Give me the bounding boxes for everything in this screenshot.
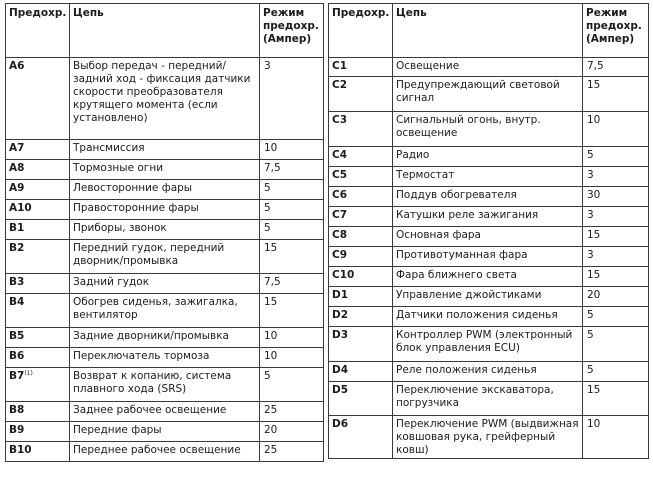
table-row (329, 77, 649, 112)
circuit-cell: Катушки реле зажигания (393, 207, 583, 227)
table-row (329, 147, 649, 167)
table-row (329, 307, 649, 327)
rating-cell: 25 (260, 402, 324, 422)
table-row (329, 227, 649, 247)
fuse-id-cell (329, 327, 393, 362)
table-row (329, 267, 649, 287)
fuse-table-right (328, 3, 649, 459)
fuse-id: D2 (332, 309, 349, 321)
rating-cell: 10 (260, 140, 324, 160)
circuit-cell: Переключение PWM (выдвижная ковшовая рука, грейферный ковш) (393, 416, 583, 459)
fuse-id: D4 (332, 364, 349, 376)
fuse-id: C6 (332, 189, 348, 201)
rating-cell: 30 (583, 187, 649, 207)
table-row (6, 180, 324, 200)
fuse-id: A7 (9, 142, 25, 154)
fuse-id: C4 (332, 149, 348, 161)
fuse-id-cell (329, 362, 393, 382)
rating-cell: 7,5 (583, 58, 649, 77)
fuse-id: B9 (9, 424, 25, 436)
fuse-id: A8 (9, 162, 25, 174)
fuse-id-cell (6, 180, 70, 200)
fuse-id: D6 (332, 418, 349, 430)
circuit-cell: Термостат (393, 167, 583, 187)
rating-cell: 3 (583, 207, 649, 227)
rating-cell: 5 (260, 180, 324, 200)
rating-cell: 15 (583, 267, 649, 287)
rating-cell: 10 (583, 112, 649, 147)
rating-cell: 15 (260, 240, 324, 274)
fuse-id: D1 (332, 289, 349, 301)
circuit-cell: Освещение (393, 58, 583, 77)
rating-cell: 15 (583, 227, 649, 247)
rating-cell: 5 (260, 200, 324, 220)
fuse-id: C2 (332, 79, 348, 91)
circuit-cell: Обогрев сиденья, зажигалка, вентилятор (70, 294, 260, 328)
fuse-id-cell (6, 58, 70, 140)
fuse-id-cell (6, 160, 70, 180)
circuit-cell: Возврат к копанию, система плавного хода (SRS) (70, 368, 260, 402)
circuit-cell: Задний гудок (70, 274, 260, 294)
rating-cell: 20 (260, 422, 324, 442)
circuit-cell: Трансмиссия (70, 140, 260, 160)
table-row (6, 274, 324, 294)
rating-cell: 15 (583, 382, 649, 416)
fuse-id-cell (329, 77, 393, 112)
fuse-id: B5 (9, 330, 25, 342)
circuit-cell: Радио (393, 147, 583, 167)
header-fuse: Предохр. (6, 4, 70, 58)
fuse-id-cell (329, 287, 393, 307)
table-row (6, 294, 324, 328)
fuse-id-cell (6, 422, 70, 442)
circuit-cell: Предупреждающий световой сигнал (393, 77, 583, 112)
circuit-cell: Переднее рабочее освещение (70, 442, 260, 462)
circuit-cell: Сигнальный огонь, внутр. освещение (393, 112, 583, 147)
circuit-cell: Приборы, звонок (70, 220, 260, 240)
fuse-id-cell (329, 307, 393, 327)
fuse-id-cell (329, 267, 393, 287)
circuit-cell: Переключение экскаватора, погрузчика (393, 382, 583, 416)
fuse-id-cell (6, 240, 70, 274)
circuit-cell: Переключатель тормоза (70, 348, 260, 368)
fuse-id: C1 (332, 60, 348, 72)
fuse-id: B3 (9, 276, 25, 288)
fuse-id-cell (329, 227, 393, 247)
rating-cell: 7,5 (260, 274, 324, 294)
fuse-id-cell (329, 147, 393, 167)
fuse-id-cell (329, 382, 393, 416)
table-row (329, 247, 649, 267)
header-circuit: Цепь (393, 4, 583, 58)
fuse-id: A9 (9, 182, 25, 194)
fuse-id: A6 (9, 60, 25, 72)
fuse-id-cell (6, 294, 70, 328)
fuse-id-cell (6, 328, 70, 348)
table-row (329, 327, 649, 362)
fuse-id: D5 (332, 384, 349, 396)
rating-cell: 10 (260, 348, 324, 368)
fuse-id: B1 (9, 222, 25, 234)
table-row (329, 207, 649, 227)
header-circuit: Цепь (70, 4, 260, 58)
circuit-cell: Противотуманная фара (393, 247, 583, 267)
rating-cell: 7,5 (260, 160, 324, 180)
fuse-id: C9 (332, 249, 348, 261)
circuit-cell: Управление джойстиками (393, 287, 583, 307)
rating-cell: 5 (583, 307, 649, 327)
circuit-cell: Левосторонние фары (70, 180, 260, 200)
fuse-id-cell (329, 167, 393, 187)
rating-cell: 25 (260, 442, 324, 462)
fuse-id: C5 (332, 169, 348, 181)
circuit-cell: Выбор передач - передний/ задний ход - фиксация датчики скорости преобразователя крутящего момента (если установлено) (70, 58, 260, 140)
fuse-id-cell (329, 416, 393, 459)
table-row (329, 187, 649, 207)
fuse-id: B8 (9, 404, 25, 416)
fuse-id-cell (6, 200, 70, 220)
fuse-id: B6 (9, 350, 25, 362)
rating-cell: 5 (260, 368, 324, 402)
fuse-id: B7 (9, 370, 25, 382)
fuse-table-right-body (329, 58, 649, 459)
fuse-id-cell (329, 112, 393, 147)
circuit-cell: Реле положения сиденья (393, 362, 583, 382)
table-row (6, 348, 324, 368)
circuit-cell: Фара ближнего света (393, 267, 583, 287)
rating-cell: 15 (583, 77, 649, 112)
fuse-id-cell (6, 442, 70, 462)
rating-cell: 3 (583, 167, 649, 187)
header-fuse: Предохр. (329, 4, 393, 58)
fuse-id-cell (6, 220, 70, 240)
table-row (6, 140, 324, 160)
fuse-id-cell (6, 402, 70, 422)
rating-cell: 5 (583, 327, 649, 362)
fuse-id: C8 (332, 229, 348, 241)
fuse-id-cell (6, 140, 70, 160)
fuse-id: C3 (332, 114, 348, 126)
circuit-cell: Заднее рабочее освещение (70, 402, 260, 422)
fuse-id: A10 (9, 202, 32, 214)
circuit-cell: Контроллер PWM (электронный блок управления ECU) (393, 327, 583, 362)
fuse-id: C10 (332, 269, 355, 281)
rating-cell: 10 (583, 416, 649, 459)
header-rating: Режим предохр. (Ампер) (583, 4, 649, 58)
table-row (329, 112, 649, 147)
table-header-row (329, 4, 649, 58)
table-row (329, 382, 649, 416)
circuit-cell: Правосторонние фары (70, 200, 260, 220)
table-row (6, 240, 324, 274)
fuse-id-cell (6, 348, 70, 368)
table-row (6, 368, 324, 402)
rating-cell: 3 (583, 247, 649, 267)
fuse-id-cell (6, 274, 70, 294)
fuse-table-left (5, 3, 324, 462)
circuit-cell: Передний гудок, передний дворник/промывка (70, 240, 260, 274)
table-row (6, 402, 324, 422)
footnote-marker: (1) (24, 370, 33, 377)
fuse-id: B2 (9, 242, 25, 254)
table-row (329, 416, 649, 459)
table-header-row (6, 4, 324, 58)
header-rating: Режим предохр. (Ампер) (260, 4, 324, 58)
table-row (6, 422, 324, 442)
table-row (6, 58, 324, 140)
circuit-cell: Задние дворники/промывка (70, 328, 260, 348)
rating-cell: 5 (583, 362, 649, 382)
fuse-id-cell (329, 207, 393, 227)
table-row (6, 328, 324, 348)
rating-cell: 5 (583, 147, 649, 167)
circuit-cell: Поддув обогревателя (393, 187, 583, 207)
circuit-cell: Тормозные огни (70, 160, 260, 180)
table-row (6, 200, 324, 220)
table-row (329, 167, 649, 187)
fuse-table-left-body (6, 58, 324, 462)
fuse-id: B10 (9, 444, 32, 456)
table-row (6, 220, 324, 240)
table-row (329, 362, 649, 382)
circuit-cell: Передние фары (70, 422, 260, 442)
table-row (6, 442, 324, 462)
table-row (6, 160, 324, 180)
rating-cell: 5 (260, 220, 324, 240)
fuse-id-cell (329, 247, 393, 267)
circuit-cell: Основная фара (393, 227, 583, 247)
fuse-id-cell (6, 368, 70, 402)
rating-cell: 15 (260, 294, 324, 328)
fuse-id: D3 (332, 329, 349, 341)
rating-cell: 20 (583, 287, 649, 307)
fuse-id: C7 (332, 209, 348, 221)
fuse-id-cell (329, 187, 393, 207)
circuit-cell: Датчики положения сиденья (393, 307, 583, 327)
fuse-id: B4 (9, 296, 25, 308)
table-row (329, 58, 649, 77)
rating-cell: 10 (260, 328, 324, 348)
fuse-id-cell (329, 58, 393, 77)
rating-cell: 3 (260, 58, 324, 140)
table-row (329, 287, 649, 307)
